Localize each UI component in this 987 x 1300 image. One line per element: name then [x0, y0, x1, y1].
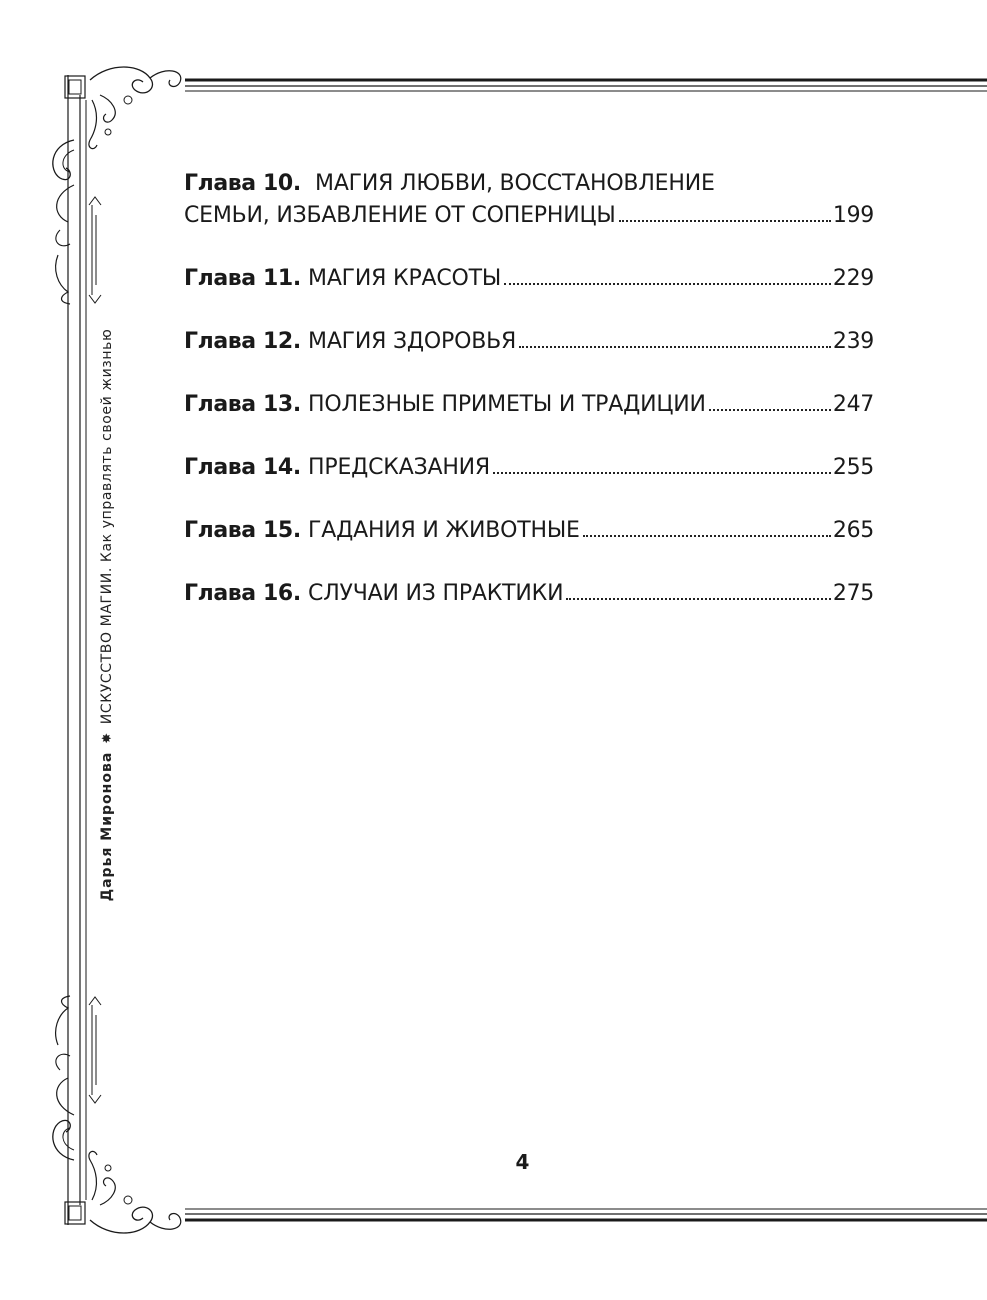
toc-dot-leader — [583, 535, 831, 537]
toc-chapter-title: МАГИЯ ЛЮБВИ, ВОССТАНОВЛЕНИЕ — [315, 171, 715, 196]
toc-chapter-label: Глава 14. — [184, 455, 309, 480]
toc-chapter-title: ГАДАНИЯ И ЖИВОТНЫЕ — [308, 518, 580, 543]
toc-page-number: 229 — [832, 266, 874, 291]
toc-chapter-label: Глава 12. — [184, 329, 309, 354]
toc-entry[interactable] — [184, 263, 874, 295]
toc-dot-leader — [566, 598, 831, 600]
toc-page-number: 255 — [832, 455, 874, 480]
toc-chapter-label: Глава 10. — [184, 171, 309, 196]
table-of-contents — [184, 168, 874, 641]
toc-chapter-title-cont: СЕМЬИ, ИЗБАВЛЕНИЕ ОТ СОПЕРНИЦЫ — [184, 203, 616, 228]
spine-series-title: ИСКУССТВО МАГИИ. Как управлять своей жизнью — [99, 328, 115, 725]
toc-chapter-title: ПОЛЕЗНЫЕ ПРИМЕТЫ И ТРАДИЦИИ — [308, 392, 706, 417]
toc-page-number: 247 — [832, 392, 874, 417]
toc-chapter-label: Глава 11. — [184, 266, 309, 291]
toc-entry[interactable] — [184, 326, 874, 358]
toc-dot-leader — [493, 472, 831, 474]
toc-page-number: 275 — [832, 581, 874, 606]
toc-dot-leader — [519, 346, 831, 348]
toc-entry[interactable] — [184, 515, 874, 547]
toc-chapter-title: МАГИЯ ЗДОРОВЬЯ — [308, 329, 517, 354]
toc-chapter-title: МАГИЯ КРАСОТЫ — [308, 266, 502, 291]
toc-page-number: 239 — [832, 329, 874, 354]
toc-entry[interactable] — [184, 452, 874, 484]
toc-entry[interactable] — [184, 389, 874, 421]
toc-dot-leader — [504, 283, 831, 285]
toc-dot-leader — [619, 220, 831, 222]
toc-page-number: 265 — [832, 518, 874, 543]
toc-dot-leader — [709, 409, 831, 411]
page-number: 4 — [515, 1150, 530, 1174]
toc-page-number: 199 — [832, 203, 874, 228]
toc-entry[interactable] — [184, 168, 874, 232]
toc-chapter-label: Глава 16. — [184, 581, 309, 606]
toc-chapter-title: СЛУЧАИ ИЗ ПРАКТИКИ — [308, 581, 564, 606]
spine-author: Дарья Миронова — [99, 751, 115, 902]
toc-chapter-label: Глава 15. — [184, 518, 309, 543]
toc-chapter-title: ПРЕДСКАЗАНИЯ — [308, 455, 491, 480]
toc-chapter-label: Глава 13. — [184, 392, 309, 417]
toc-entry[interactable] — [184, 578, 874, 610]
star-separator-icon: ✸ — [99, 732, 115, 744]
spine-text — [95, 265, 119, 965]
